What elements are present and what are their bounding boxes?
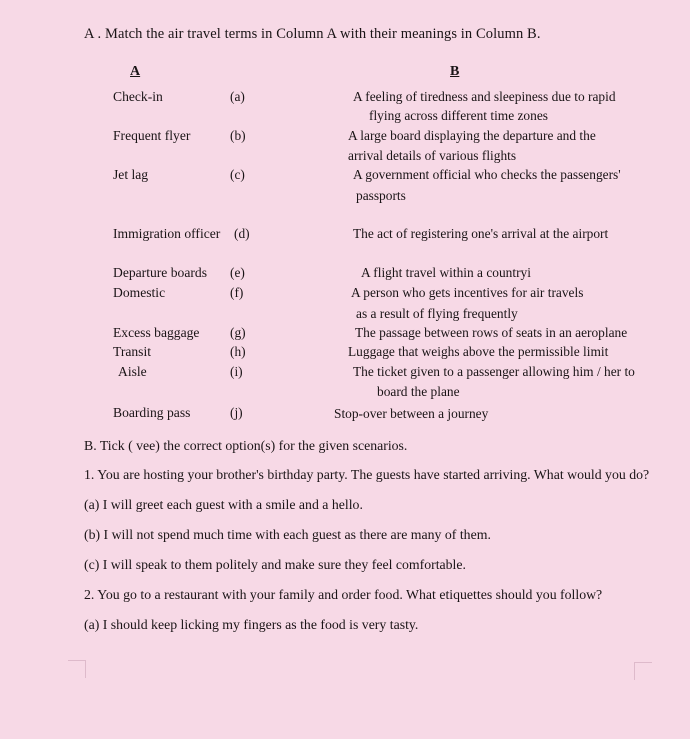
meaning-line-15: Stop-over between a journey: [334, 406, 489, 421]
tag-c: (c): [230, 167, 245, 182]
meaning-line-12: Luggage that weighs above the permissible limit: [348, 344, 609, 359]
term-immigration-officer: Immigration officer: [113, 226, 221, 241]
tag-h: (h): [230, 344, 246, 359]
tag-d: (d): [234, 226, 250, 241]
question-1-option-c[interactable]: (c) I will speak to them politely and make sure they feel comfortable.: [84, 557, 466, 572]
meaning-line-13: The ticket given to a passenger allowing him / her to: [353, 364, 635, 379]
term-check-in: Check-in: [113, 89, 163, 104]
meaning-line-6: passports: [356, 188, 406, 203]
meaning-line-1: A feeling of tiredness and sleepiness due to rapid: [353, 89, 616, 104]
tag-i: (i): [230, 364, 243, 379]
corner-mark-left-icon: [68, 660, 86, 678]
term-departure-boards: Departure boards: [113, 265, 207, 280]
tag-f: (f): [230, 285, 244, 300]
term-transit: Transit: [113, 344, 152, 359]
term-domestic: Domestic: [113, 285, 166, 300]
term-aisle: Aisle: [118, 364, 147, 379]
meaning-line-5: A government official who checks the passengers': [353, 167, 621, 182]
tag-g: (g): [230, 325, 246, 340]
term-frequent-flyer: Frequent flyer: [113, 128, 191, 143]
meaning-line-8: A flight travel within a countryi: [361, 265, 531, 280]
tag-j: (j): [230, 405, 243, 420]
section-b-heading: B. Tick ( vee) the correct option(s) for the given scenarios.: [84, 438, 408, 453]
tag-e: (e): [230, 265, 245, 280]
meaning-line-4: arrival details of various flights: [348, 148, 517, 163]
meaning-line-10: as a result of flying frequently: [356, 306, 518, 321]
meaning-line-9: A person who gets incentives for air travels: [351, 285, 584, 300]
meaning-line-2: flying across different time zones: [369, 108, 548, 123]
term-jet-lag: Jet lag: [113, 167, 149, 182]
question-2-text: 2. You go to a restaurant with your family and order food. What etiquettes should you follow?: [84, 587, 603, 602]
question-1-option-b[interactable]: (b) I will not spend much time with each guest as there are many of them.: [84, 527, 491, 542]
meaning-line-11: The passage between rows of seats in an aeroplane: [355, 325, 628, 340]
section-a-heading: A . Match the air travel terms in Column A with their meanings in Column B.: [84, 26, 541, 42]
term-excess-baggage: Excess baggage: [113, 325, 200, 340]
tag-b: (b): [230, 128, 246, 143]
tag-a: (a): [230, 89, 245, 104]
term-boarding-pass: Boarding pass: [113, 405, 191, 420]
question-2-option-a[interactable]: (a) I should keep licking my fingers as the food is very tasty.: [84, 617, 419, 632]
meaning-line-3: A large board displaying the departure and the: [348, 128, 596, 143]
question-1-text: 1. You are hosting your brother's birthday party. The guests have started arriving. What would you do?: [84, 467, 650, 482]
meaning-line-14: board the plane: [377, 384, 460, 399]
corner-mark-right-icon: [634, 662, 652, 680]
question-1-option-a[interactable]: (a) I will greet each guest with a smile and a hello.: [84, 497, 363, 512]
meaning-line-7: The act of registering one's arrival at the airport: [353, 226, 609, 241]
column-b-header: B: [450, 64, 460, 79]
column-a-header: A: [130, 64, 141, 79]
